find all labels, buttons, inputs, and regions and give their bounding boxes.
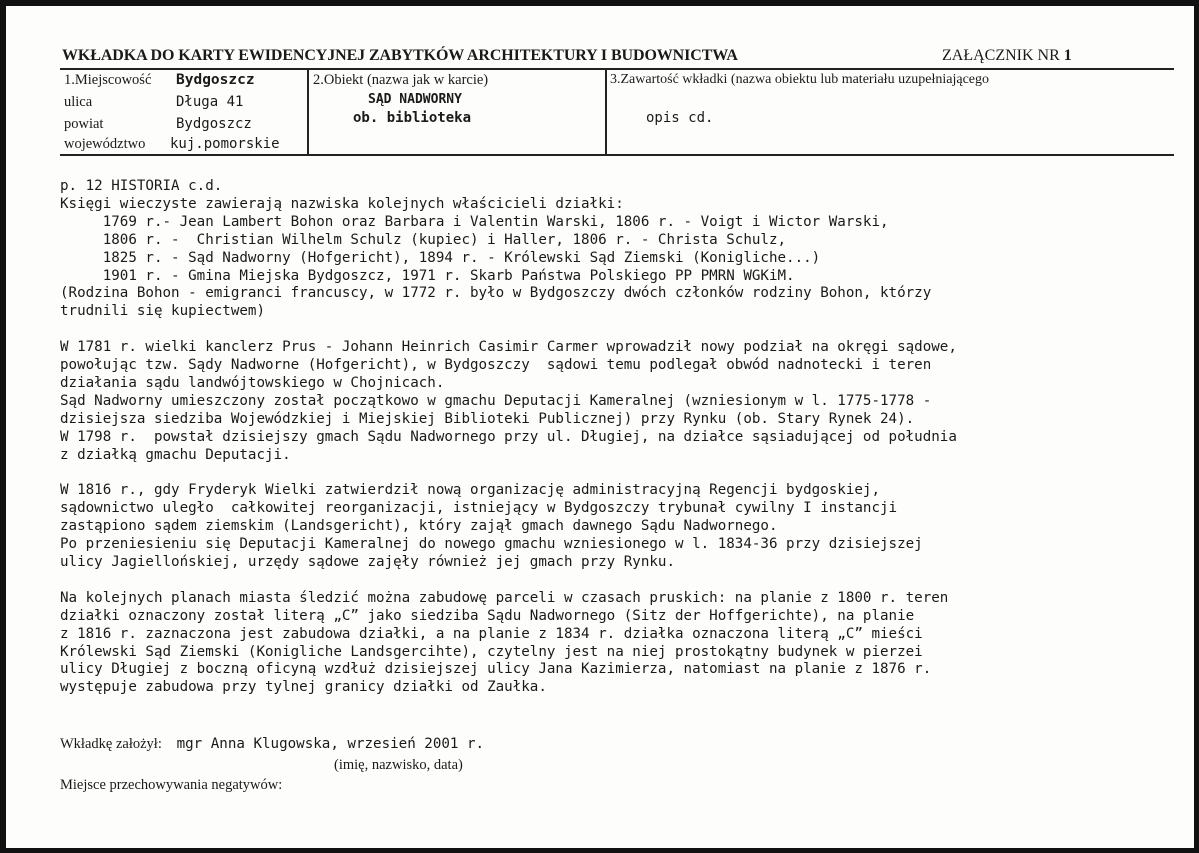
value-wojewodztwo: kuj.pomorskie — [170, 136, 280, 152]
text-line: 1769 r.- Jean Lambert Bohon oraz Barbara i Valentin Warski, 1806 r. - Voigt i Wictor Warski, — [60, 213, 889, 230]
text-line: 1806 r. - Christian Wilhelm Schulz (kupiec) i Haller, 1806 r. - Christa Schulz, — [60, 231, 787, 248]
box-divider-2 — [605, 68, 607, 156]
text-line: z działką gmachu Deputacji. — [60, 446, 291, 463]
label-wojewodztwo: województwo — [64, 136, 146, 152]
text-line: W 1781 r. wielki kanclerz Prus - Johann Heinrich Casimir Carmer wprowadził nowy podział na okręgi sądowe, — [60, 339, 957, 356]
text-line: 1825 r. - Sąd Nadworny (Hofgericht), 1894 r. - Królewski Sąd Ziemski (Konigliche...) — [60, 249, 821, 266]
text-line: sądownictwo uległo całkowitej reorganizacji, istniejący w Bydgoszczy trybunał cywilny I instancji — [60, 500, 898, 517]
label-storage: Miejsce przechowywania negatywów: — [60, 777, 283, 793]
text-line: zastąpiono sądem ziemskim (Landsgericht), który zajął gmach dawnego Sądu Nadwornego. — [60, 518, 778, 535]
text-line: Sąd Nadworny umieszczony został początkowo w gmachu Deputacji Kameralnej (wzniesionym w l. 1775-1778 - — [60, 392, 932, 409]
text-line: ulicy Jagiellońskiej, urzędy sądowe zajęły również jej gmach przy Rynku. — [60, 554, 675, 571]
author-row — [60, 736, 484, 753]
header-top-rule — [60, 68, 1174, 70]
value-zawartosc: opis cd. — [646, 110, 714, 126]
text-line — [60, 321, 1170, 339]
text-line: W 1816 r., gdy Fryderyk Wielki zatwierdził nową organizację administracyjną Regencji bydgoskiej, — [60, 482, 880, 499]
history-text — [60, 178, 1170, 697]
label-author: Wkładkę założył: — [60, 736, 162, 752]
text-line: Księgi wieczyste zawierają nazwiska kolejnych właścicieli działki: — [60, 195, 624, 212]
value-obiekt-line2: ob. biblioteka — [353, 110, 472, 126]
text-line: występuje zabudowa przy tylnej granicy działki od Zaułka. — [60, 679, 547, 696]
text-line — [60, 465, 1170, 483]
text-line: W 1798 r. powstał dzisiejszy gmach Sądu Nadwornego przy ul. Długiej, na działce sąsiadującej od południa — [60, 428, 957, 445]
text-line: działki oznaczony został literą „C” jako siedziba Sądu Nadwornego (Sitz der Hoffgerichte), na planie — [60, 607, 915, 624]
label-powiat: powiat — [64, 116, 104, 132]
value-ulica: Długa 41 — [176, 94, 244, 110]
attachment-number — [942, 47, 1072, 65]
text-line: ulicy Długiej z boczną oficyną wzdłuż dzisiejszej ulicy Jana Kazimierza, natomiast na planie z 1876 r. — [60, 661, 932, 678]
text-line: Na kolejnych planach miasta śledzić można zabudowę parceli w czasach pruskich: na planie z 1800 r. teren — [60, 589, 949, 606]
text-line: z 1816 r. zaznaczona jest zabudowa działki, a na planie z 1834 r. działka oznaczona literą „C” mieści — [60, 625, 923, 642]
form-title: WKŁADKA DO KARTY EWIDENCYJNEJ ZABYTKÓW ARCHITEKTURY I BUDOWNICTWA — [62, 47, 738, 64]
value-miejscowosc: Bydgoszcz — [176, 72, 255, 88]
label-obiekt: 2.Obiekt (nazwa jak w karcie) — [313, 72, 489, 88]
value-author: mgr Anna Klugowska, wrzesień 2001 r. — [176, 736, 485, 752]
text-line: Po przeniesieniu się Deputacji Kameralnej do nowego gmachu wzniesionego w l. 1834-36 przy dzisiejszej — [60, 536, 923, 553]
label-zawartosc: 3.Zawartość wkładki (nazwa obiektu lub materiału uzupełniającego — [610, 72, 990, 87]
label-miejscowosc: 1.Miejscowość — [64, 72, 152, 88]
text-line: trudnili się kupiectwem) — [60, 303, 265, 320]
value-obiekt-line1: SĄD NADWORNY — [368, 92, 462, 107]
box-divider-1 — [307, 68, 309, 156]
text-line: działania sądu landwójtowskiego w Chojnicach. — [60, 374, 445, 391]
attachment-label: ZAŁĄCZNIK NR — [942, 47, 1060, 64]
text-line: 1901 r. - Gmina Miejska Bydgoszcz, 1971 r. Skarb Państwa Polskiego PP PMRN WGKiM. — [60, 267, 795, 284]
header-bottom-rule — [60, 154, 1174, 156]
text-line: (Rodzina Bohon - emigranci francuscy, w 1772 r. było w Bydgoszczy dwóch członków rodziny Bohon, którzy — [60, 285, 932, 302]
attachment-value: 1 — [1063, 47, 1072, 64]
label-ulica: ulica — [64, 94, 93, 110]
value-powiat: Bydgoszcz — [176, 116, 252, 132]
text-line: p. 12 HISTORIA c.d. — [60, 178, 223, 194]
text-line: Królewski Sąd Ziemski (Konigliche Landsgercihte), czytelny jest na niej prostokątny budynek w pierzei — [60, 643, 923, 660]
text-line: powołując tzw. Sądy Nadworne (Hofgericht), w Bydgoszczy sądowi temu podlegał obwód nadnotecki i teren — [60, 357, 932, 374]
record-card — [6, 6, 1194, 848]
author-hint: (imię, nazwisko, data) — [334, 757, 463, 773]
text-line — [60, 572, 1170, 590]
text-line: dzisiejsza siedziba Wojewódzkiej i Miejskiej Biblioteki Publicznej) przy Rynku (ob. Stary Rynek 24). — [60, 410, 915, 427]
